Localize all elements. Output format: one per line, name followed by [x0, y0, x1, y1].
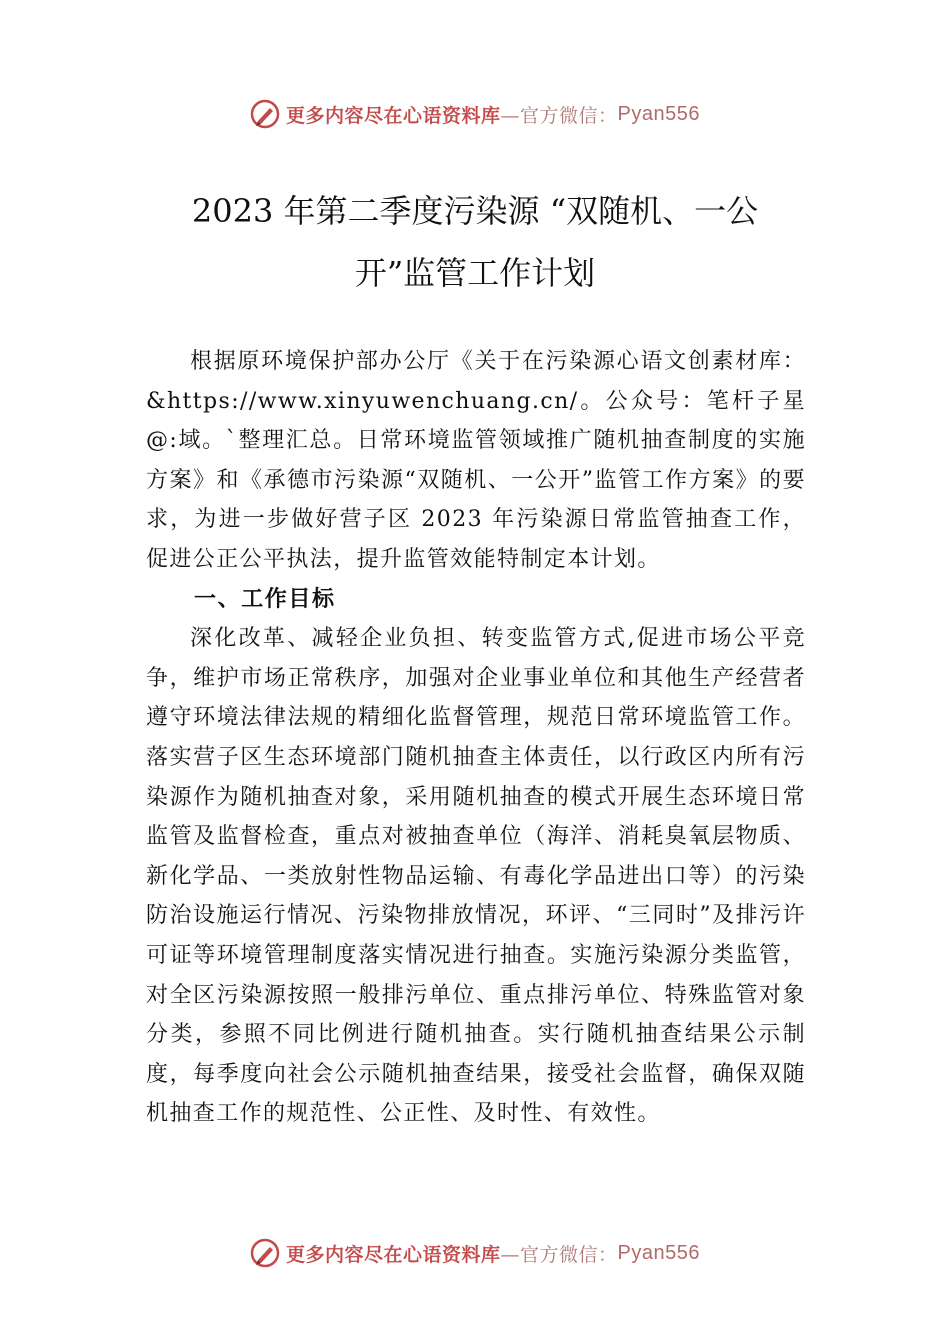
watermark-banner-top — [0, 94, 950, 134]
section-1-heading: 一、工作目标 — [194, 586, 336, 612]
pen-logo-icon — [250, 1238, 280, 1268]
section-1-paragraph: 深化改革、减轻企业负担、转变监管方式,促进市场公平竞争，维护市场正常秩序，加强对企业事业单位和其他生产经营者遵守环境法律法规的精细化监督管理，规范日常环境监管工作。落实营子区生态环境部门随机抽查主体责任，以行政区内所有污染源作为随机抽查对象，采用随机抽查的模式开展生态环境日常监管及监督检查，重点对被抽查单位（海洋、消耗臭氧层物质、新化学品、一类放射性物品运输、有毒化学品进出口等）的污染防治设施运行情况、污染物排放情况，环评、“三同时”及排污许可证等环境管理制度落实情况进行抽查。实施污染源分类监管，对全区污染源按照一般排污单位、重点排污单位、特殊监管对象分类，参照不同比例进行随机抽查。实行随机抽查结果公示制度，每季度向社会公示随机抽查结果，接受社会监督，确保双随机抽查工作的规范性、公正性、及时性、有效性。 — [146, 626, 806, 1127]
watermark-banner-bottom — [0, 1233, 950, 1273]
title-line-1: 2023 年第二季度污染源 “双随机、一公 — [191, 192, 759, 230]
title-line-2: 开”监管工作计划 — [354, 254, 596, 292]
document-body — [146, 342, 806, 1134]
pen-logo-icon — [250, 99, 280, 129]
watermark-separator: —官方微信： — [500, 1243, 618, 1266]
watermark-wechat-id: Pyan556 — [617, 102, 700, 125]
intro-paragraph: 根据原环境保护部办公厅《关于在污染源心语文创素材库：&https://www.xinyuwenchuang.cn/。公众号：笔杆子星@:域。`整理汇总。日常环境监管领域推广随机抽查制度的实施方案》和《承德市污染源“双随机、一公开”监管工作方案》的要求，为进一步做好营子区 2023 年污染源日常监管抽查工作，促进公正公平执法，提升监管效能特制定本计划。 — [146, 349, 806, 572]
document-title — [0, 180, 950, 304]
watermark-separator: —官方微信： — [500, 104, 618, 127]
watermark-main-text: 更多内容尽在心语资料库 — [286, 104, 501, 127]
watermark-main-text: 更多内容尽在心语资料库 — [286, 1243, 501, 1266]
watermark-wechat-id: Pyan556 — [617, 1241, 700, 1264]
